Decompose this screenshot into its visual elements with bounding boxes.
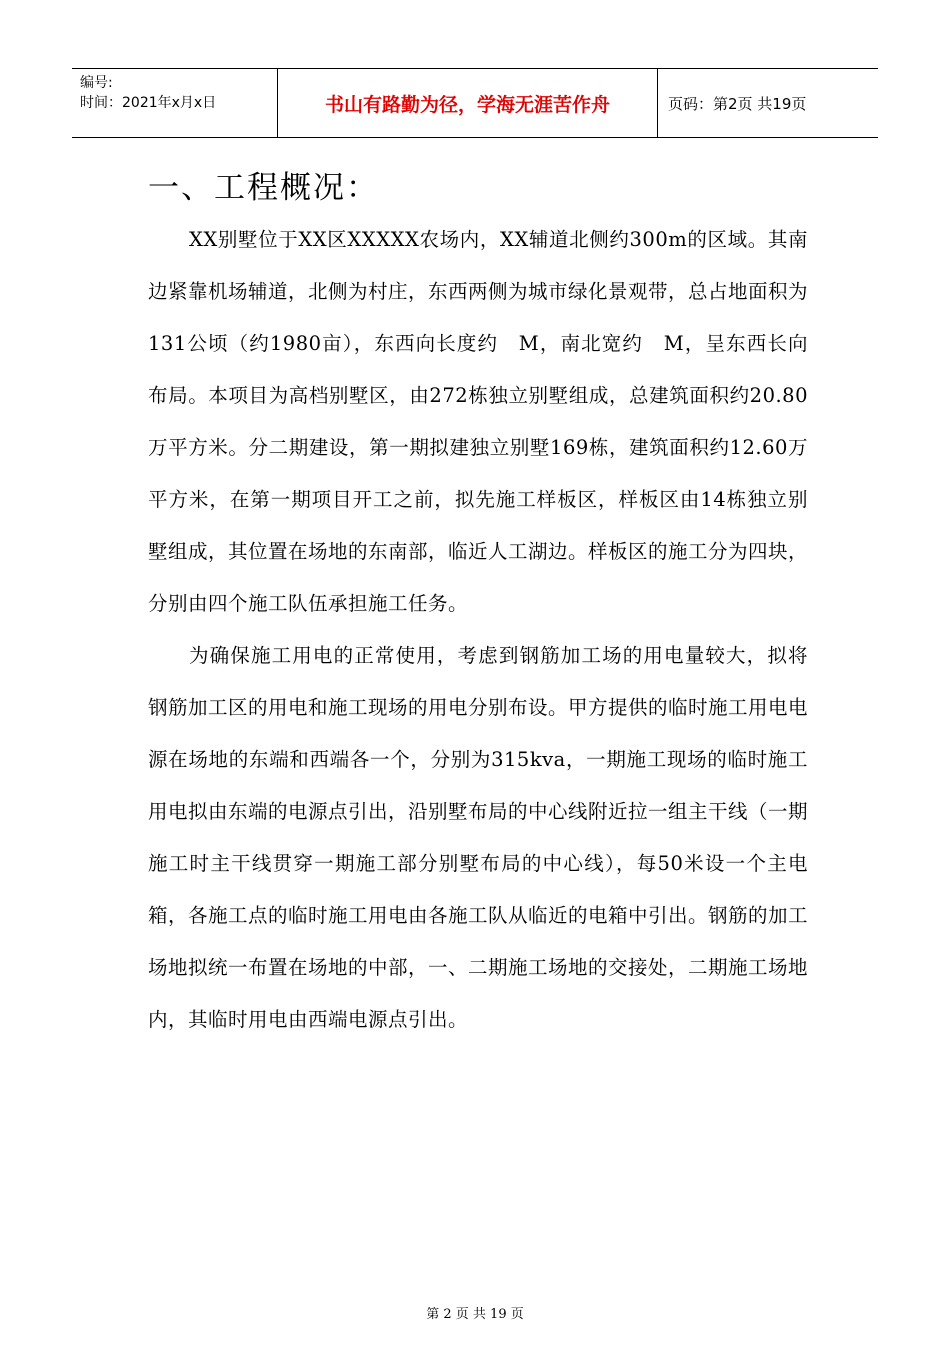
header-motto: 书山有路勤为径，学海无涯苦作舟 (278, 69, 658, 137)
section-heading: 一、工程概况： (148, 170, 379, 206)
date-label: 时间：2021年x月x日 (80, 95, 217, 111)
paragraph-overview: XX别墅位于XX区XXXXX农场内，XX辅道北侧约300m的区域。其南边紧靠机场辅道，北侧为村庄，东西两侧为城市绿化景观带，总占地面积为131公顷（约1980亩），东西向长度约 M，南北宽约 M，呈东西长向布局。本项目为高档别墅区，由272栋独立别墅组成，总建筑面积约20.80万平方米。分二期建设，第一期拟建独立别墅169栋，建筑面积约12.60万平方米，在第一期项目开工之前，拟先施工样板区，样板区由14栋独立别墅组成，其位置在场地的东南部，临近人工湖边。样板区的施工分为四块，分别由四个施工队伍承担施工任务。 (148, 228, 809, 615)
page-footer: 第 2 页 共 19 页 (426, 1307, 524, 1322)
number-label: 编号: (80, 75, 113, 91)
header-page-label: 页码：第2页 共19页 (668, 94, 807, 113)
document-body (148, 214, 808, 1046)
paragraph-power-supply: 为确保施工用电的正常使用，考虑到钢筋加工场的用电量较大，拟将钢筋加工区的用电和施工现场的用电分别布设。甲方提供的临时施工用电电源在场地的东端和西端各一个，分别为315kva，一期施工现场的临时施工用电拟由东端的电源点引出，沿别墅布局的中心线附近拉一组主干线（一期施工时主干线贯穿一期施工部分别墅布局的中心线），每50米设一个主电箱，各施工点的临时施工用电由各施工队从临近的电箱中引出。钢筋的加工场地拟统一布置在场地的中部，一、二期施工场地的交接处，二期施工场地内，其临时用电由西端电源点引出。 (148, 644, 809, 1031)
header-info-cell (72, 69, 278, 137)
page-header (72, 68, 878, 138)
